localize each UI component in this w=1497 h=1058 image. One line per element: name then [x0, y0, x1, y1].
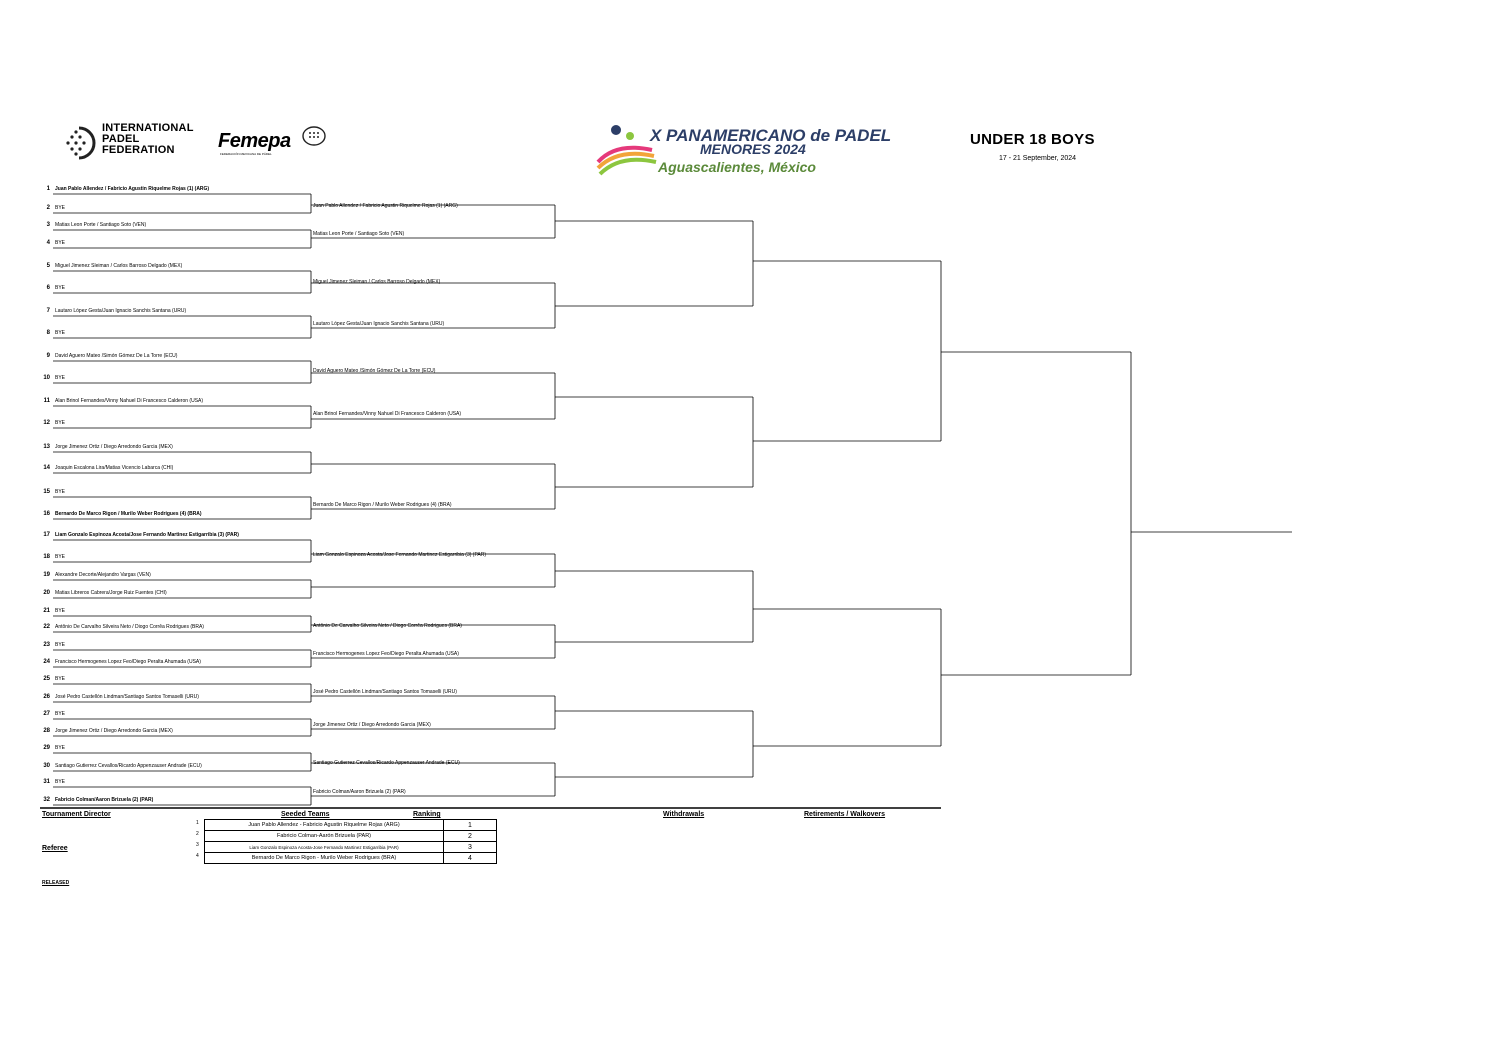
- round2-team: Fabricio Colman/Aaron Brizuela (2) (PAR): [313, 789, 406, 795]
- entry-number: 25: [43, 676, 50, 682]
- entry-number: 18: [43, 554, 50, 560]
- seed-num: 3: [196, 841, 199, 848]
- entry-team: Francisco Hermogenes Lopez Feo/Diego Peralta Ahumada (USA): [55, 659, 201, 665]
- entry-team: Bernardo De Marco Rigon / Murilo Weber Rodrigues (4) (BRA): [55, 511, 202, 517]
- seed-team: Juan Pablo Allendez - Fabricio Agustin Riquelme Rojas (ARG): [205, 820, 444, 831]
- entry-number: 15: [43, 489, 50, 495]
- entry-number: 1: [46, 186, 50, 192]
- entry-team: Santiago Gutierrez Cevallos/Ricardo Appenzauser Andrade (ECU): [55, 763, 202, 769]
- entry-number: 23: [43, 642, 50, 648]
- seed-rank: 2: [444, 831, 497, 842]
- entry-number: 4: [46, 240, 50, 246]
- ipf-line1: INTERNATIONAL: [102, 122, 194, 134]
- seed-row: [196, 842, 497, 853]
- ipf-line2: PADEL: [102, 133, 140, 145]
- ranking-label: Ranking: [413, 811, 441, 818]
- entry-number: 8: [46, 330, 50, 336]
- tournament-director-label: Tournament Director: [42, 811, 111, 818]
- seed-row: [196, 853, 497, 864]
- round2-team: Miguel Jimenez Sleiman / Carlos Barroso Delgado (MEX): [313, 279, 441, 285]
- entry-number: 16: [43, 511, 50, 517]
- entry-number: 14: [43, 465, 50, 471]
- page-title: UNDER 18 BOYS: [970, 131, 1095, 148]
- entry-team: Juan Pablo Allendez / Fabricio Agustin Riquelme Rojas (1) (ARG): [55, 186, 210, 192]
- entry-number: 6: [46, 285, 50, 291]
- entry-team: David Aguero Mateo /Simón Gómez De La Torre (ECU): [55, 353, 178, 359]
- entry-number: 3: [46, 222, 50, 228]
- entry-team: Fabricio Colman/Aaron Brizuela (2) (PAR): [55, 797, 154, 803]
- entry-team: Lautaro López Gesta/Juan Ignacio Sanchis Santana (URU): [55, 308, 187, 314]
- ipf-line3: FEDERATION: [102, 144, 175, 156]
- withdrawals-label: Withdrawals: [663, 811, 705, 818]
- round2-team: Santiago Gutierrez Cevallos/Ricardo Appenzauser Andrade (ECU): [313, 760, 460, 766]
- event-location: Aguascalientes, México: [658, 159, 816, 175]
- entry-number: 17: [43, 532, 50, 538]
- round2-team: David Aguero Mateo /Simón Gómez De La Torre (ECU): [313, 368, 436, 374]
- retirements-label: Retirements / Walkovers: [804, 811, 886, 818]
- entry-number: 11: [43, 398, 50, 404]
- round2-team: Matias Leon Porte / Santiago Soto (VEN): [313, 231, 405, 237]
- round2-team: Alan Brinol Fernandes/Vinny Nahuel Di Francesco Calderon (USA): [313, 411, 462, 417]
- entry-team: BYE: [55, 745, 66, 751]
- entry-number: 12: [43, 420, 50, 426]
- seed-team: Bernardo De Marco Rigon - Murilo Weber Rodrigues (BRA): [205, 853, 444, 864]
- entry-number: 27: [43, 711, 50, 717]
- femepa-wordmark: Femepa: [218, 130, 291, 152]
- entry-team: BYE: [55, 240, 66, 246]
- seed-team: Liam Gonzalo Espinoza Acosta-Jose Fernando Martinez Estigarribia (PAR): [205, 842, 444, 853]
- entry-number: 28: [43, 728, 50, 734]
- event-title-line1: X PANAMERICANO de PADEL: [650, 126, 892, 145]
- entry-number: 24: [43, 659, 50, 665]
- entry-team: Miguel Jimenez Sleiman / Carlos Barroso Delgado (MEX): [55, 263, 183, 269]
- round2-team: Francisco Hermogenes Lopez Feo/Diego Peralta Ahumada (USA): [313, 651, 459, 657]
- round2-team: Jorge Jimenez Ortiz / Diego Arredondo Garcia (MEX): [313, 722, 431, 728]
- entry-team: BYE: [55, 375, 66, 381]
- entry-team: Antônio De Carvalho Silveira Neto / Diogo Corrêa Rodrigues (BRA): [55, 624, 204, 630]
- entry-number: 31: [43, 779, 50, 785]
- entry-number: 30: [43, 763, 50, 769]
- seed-table: [196, 819, 497, 864]
- seed-num: 2: [196, 830, 199, 837]
- round2-team: Lautaro López Gesta/Juan Ignacio Sanchis Santana (URU): [313, 321, 445, 327]
- entry-team: BYE: [55, 420, 66, 426]
- entry-team: Alexandre Decorte/Alejandro Vargas (VEN): [55, 572, 151, 578]
- entry-team: BYE: [55, 330, 66, 336]
- referee-label: Referee: [42, 845, 68, 852]
- entry-number: 13: [43, 444, 50, 450]
- entry-team: BYE: [55, 642, 66, 648]
- entry-team: BYE: [55, 676, 66, 682]
- seed-rank: 1: [444, 820, 497, 831]
- entry-team: Joaquin Escalona Lira/Matias Vicencio Labarca (CHI): [55, 465, 174, 471]
- seed-rank: 4: [444, 853, 497, 864]
- entry-team: Matias Leon Porte / Santiago Soto (VEN): [55, 222, 147, 228]
- entry-number: 29: [43, 745, 50, 751]
- round2-team: Antônio De Carvalho Silveira Neto / Diogo Corrêa Rodrigues (BRA): [313, 623, 462, 629]
- entry-number: 2: [46, 205, 50, 211]
- entry-number: 20: [43, 590, 50, 596]
- entry-number: 32: [43, 797, 50, 803]
- round2-team: Juan Pablo Allendez / Fabricio Agustin Riquelme Rojas (1) (ARG): [313, 203, 458, 209]
- entry-number: 26: [43, 694, 50, 700]
- entry-team: Liam Gonzalo Espinoza Acosta/Jose Fernando Martinez Estigarribia (3) (PAR): [55, 532, 239, 538]
- seed-rank: 3: [444, 842, 497, 853]
- entry-number: 21: [43, 608, 50, 614]
- entry-team: BYE: [55, 205, 66, 211]
- entry-team: BYE: [55, 285, 66, 291]
- entry-number: 9: [46, 353, 50, 359]
- entry-team: BYE: [55, 779, 66, 785]
- entry-team: BYE: [55, 608, 66, 614]
- seed-team: Fabricio Colman-Aarón Brizuela (PAR): [205, 831, 444, 842]
- seeded-teams-label: Seeded Teams: [281, 811, 330, 818]
- entry-team: BYE: [55, 489, 66, 495]
- round2-team: José Pedro Castellón Lindman/Santiago Santos Tomaselli (URU): [313, 689, 457, 695]
- entry-number: 7: [46, 308, 50, 314]
- entry-team: Jorge Jimenez Ortiz / Diego Arredondo Garcia (MEX): [55, 728, 173, 734]
- entry-team: Alan Brinol Fernandes/Vinny Nahuel Di Francesco Calderon (USA): [55, 398, 204, 404]
- entry-number: 22: [43, 624, 50, 630]
- entry-team: José Pedro Castellón Lindman/Santiago Santos Tomaselli (URU): [55, 694, 199, 700]
- seed-row: [196, 831, 497, 842]
- released-label: RELEASED: [42, 880, 70, 886]
- entry-team: BYE: [55, 711, 66, 717]
- seed-row: [196, 820, 497, 831]
- event-dates: 17 - 21 September, 2024: [999, 155, 1077, 162]
- event-title-line2: MENORES 2024: [700, 141, 806, 157]
- entry-number: 5: [46, 263, 50, 269]
- entry-number: 19: [43, 572, 50, 578]
- femepa-subtitle: FEDERACIÓN MEXICANA DE PÁDEL: [220, 152, 272, 156]
- entry-team: BYE: [55, 554, 66, 560]
- entry-team: Jorge Jimenez Ortiz / Diego Arredondo Garcia (MEX): [55, 444, 173, 450]
- seed-num: 4: [196, 852, 199, 859]
- entry-team: Matias Libreros Cabrera/Jorge Ruiz Fuentes (CHI): [55, 590, 167, 596]
- round2-team: Bernardo De Marco Rigon / Murilo Weber Rodrigues (4) (BRA): [313, 502, 452, 508]
- round2-team: Liam Gonzalo Espinoza Acosta/Jose Fernando Martinez Estigarribia (3) (PAR): [313, 552, 487, 558]
- entry-number: 10: [43, 375, 50, 381]
- seed-num: 1: [196, 819, 199, 826]
